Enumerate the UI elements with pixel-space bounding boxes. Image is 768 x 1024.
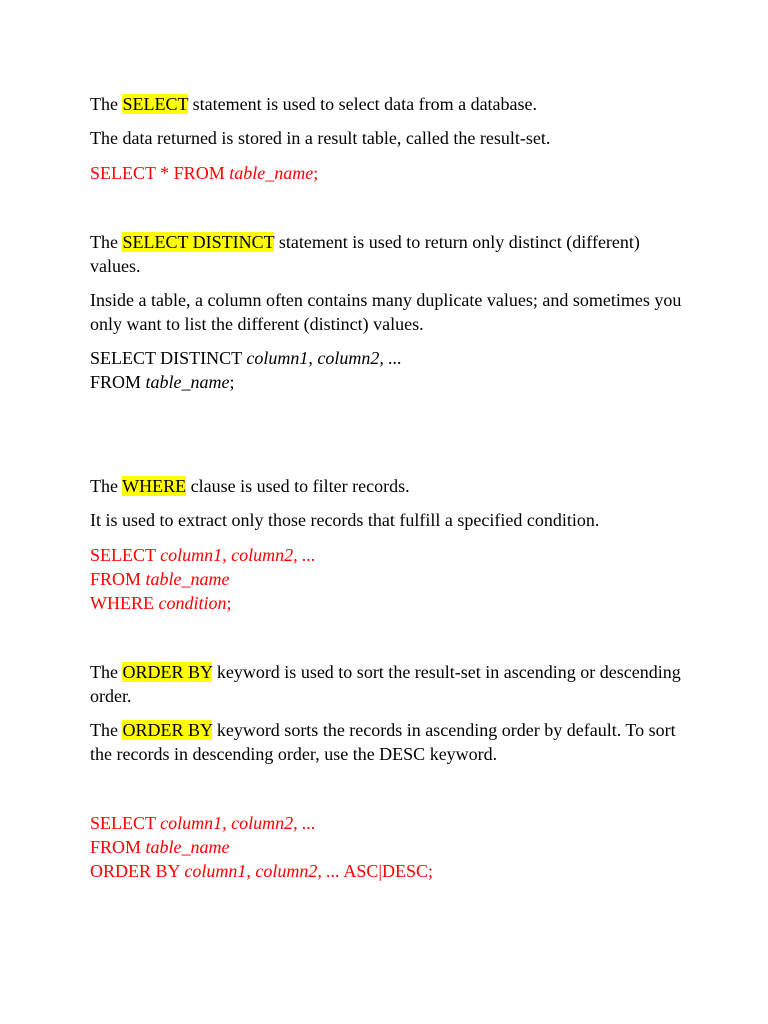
text-span: The — [90, 662, 123, 682]
code-text: ASC|DESC; — [339, 861, 433, 881]
select-syntax — [90, 161, 690, 185]
orderby-intro — [90, 660, 690, 708]
orderby-description — [90, 718, 690, 766]
highlighted-keyword: SELECT — [122, 94, 189, 114]
text-span: keyword is used to sort the result-set in ascending or descending order. — [90, 662, 681, 706]
code-line — [90, 567, 690, 591]
where-syntax — [90, 543, 690, 615]
code-text: WHERE — [90, 593, 159, 613]
text-span: keyword sorts the records in ascending order by default. To sort the records in descending order, use the DESC keyword. — [90, 720, 676, 764]
text-span: clause is used to filter records. — [186, 476, 410, 496]
select-intro — [90, 92, 690, 116]
code-text: ; — [313, 163, 319, 183]
highlighted-keyword: SELECT DISTINCT — [122, 232, 275, 252]
code-placeholder: table_name — [145, 569, 230, 589]
code-line — [90, 835, 690, 859]
highlighted-keyword: ORDER BY — [122, 662, 213, 682]
code-text: FROM — [90, 837, 146, 857]
code-placeholder: column1, column2, ... — [160, 813, 316, 833]
code-placeholder: table_name — [145, 837, 230, 857]
code-line — [90, 591, 690, 615]
orderby-syntax — [90, 811, 690, 883]
code-line — [90, 346, 690, 370]
code-placeholder: table_name — [145, 372, 230, 392]
where-description: It is used to extract only those records that fulfill a specified condition. — [90, 510, 600, 530]
text-span: The — [90, 94, 123, 114]
code-text: FROM — [90, 372, 146, 392]
code-placeholder: condition — [158, 593, 227, 613]
text-span: The — [90, 476, 123, 496]
distinct-description: Inside a table, a column often contains many duplicate values; and sometimes you only want to list the different (distinct) values. — [90, 290, 682, 334]
code-line — [90, 811, 690, 835]
distinct-syntax — [90, 346, 690, 394]
code-text: SELECT — [90, 545, 161, 565]
code-text: SELECT DISTINCT — [90, 348, 247, 368]
code-placeholder: column1 — [246, 348, 309, 368]
highlighted-keyword: WHERE — [122, 476, 187, 496]
text-span: The — [90, 720, 123, 740]
code-placeholder: column1, column2, ... — [184, 861, 340, 881]
text-span: statement is used to return only distinct (different) values. — [90, 232, 640, 276]
code-placeholder: column2, ... — [317, 348, 402, 368]
code-text: SELECT * FROM — [90, 163, 230, 183]
code-line — [90, 859, 690, 883]
code-text: ORDER BY — [90, 861, 185, 881]
highlighted-keyword: ORDER BY — [122, 720, 213, 740]
code-text: FROM — [90, 569, 146, 589]
code-text: ; — [226, 593, 232, 613]
distinct-intro — [90, 230, 690, 278]
code-line — [90, 370, 690, 394]
select-description: The data returned is stored in a result table, called the result-set. — [90, 128, 551, 148]
where-intro — [90, 474, 690, 498]
code-line — [90, 543, 690, 567]
code-text: SELECT — [90, 813, 161, 833]
code-text: , — [308, 348, 318, 368]
code-text: ; — [229, 372, 235, 392]
text-span: The — [90, 232, 123, 252]
code-placeholder: table_name — [229, 163, 314, 183]
code-placeholder: column1, column2, ... — [160, 545, 316, 565]
text-span: statement is used to select data from a database. — [188, 94, 538, 114]
